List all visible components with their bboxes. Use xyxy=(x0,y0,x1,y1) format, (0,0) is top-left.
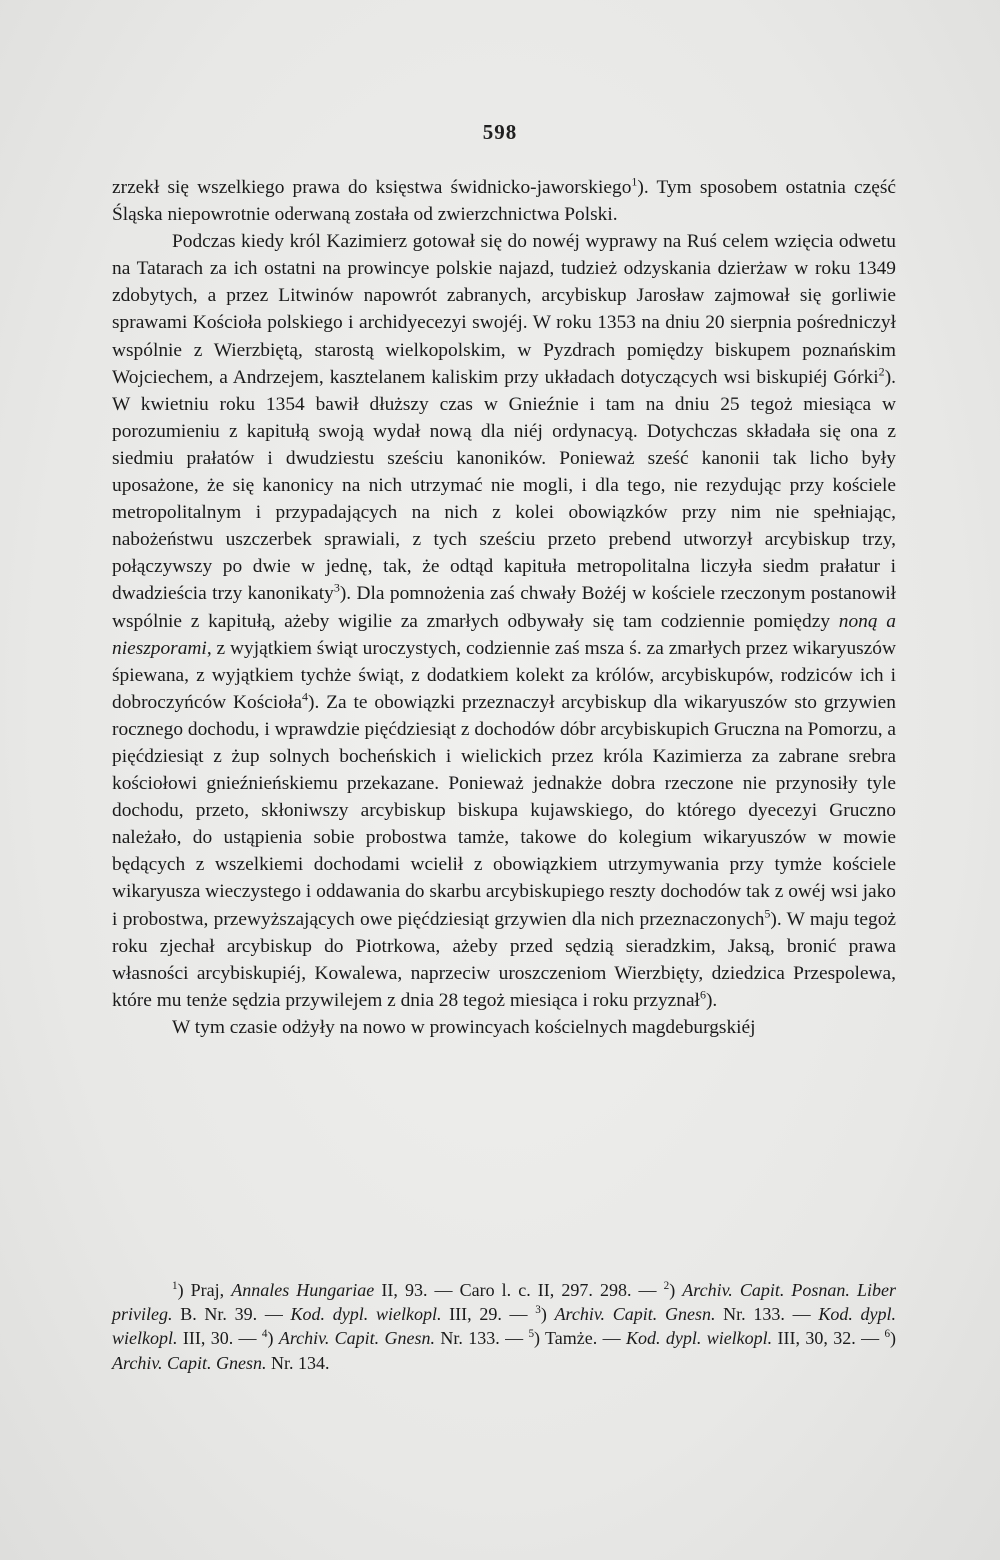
text-run: ) xyxy=(669,1280,683,1300)
text-run: ) xyxy=(267,1328,279,1349)
text-run: ) xyxy=(540,1304,555,1325)
text-run: ). W maju tegoż roku zjechał arcybiskup do Piotrkowa, ażeby przed sędzią sieradzkim, Jaksą, bronić prawa własności arcybiskupiéj, Kowalewa, naprzeciw uroszczeniom Wierzbięty, dziedzica Przespolewa, które mu tenże sędzia przywilejem z dnia 28 tegoż miesiąca i roku przyznał xyxy=(112,908,897,1011)
text-run: III, 30. — xyxy=(177,1328,262,1349)
italic-text: Kod. dypl. wielkopl. xyxy=(625,1328,773,1349)
text-run: ). W kwietniu roku 1354 bawił dłuższy czas w Gnieźnie i tam na dniu 25 tegoż miesiąca w porozumieniu z kapitułą swoją wydał nową dla niéj ordynacyą. Dotychczas składała się ona z siedmiu prałatów i dwudziestu sześciu kanoników. Ponieważ sześć kanonii tak licho były uposażone, że się kanonicy na nich utrzymać nie mogli, i dla tego, nie rezydując przy kościele metropolitalnym i przypadających na nich z kolei obowiązków przy nim nie spełniając, nabożeństwu uszczerbek sprawiali, z tych sześciu przeto prebend utworzył arcybiskup trzy, połączywszy po dwie w jednę, tak, że odtąd kapituła metropolitalna liczyła siedm prałatur i dwadzieścia trzy kanonikaty xyxy=(112,366,896,605)
italic-text: Kod. dypl. wielkopl. xyxy=(290,1304,442,1325)
text-run: ). Tym sposobem ostatnia część Śląska niepowrotnie oderwaną została od zwierzchnictwa Polski. xyxy=(112,177,896,226)
paragraph xyxy=(112,1014,896,1041)
italic-text: Annales Hungariae xyxy=(231,1280,375,1300)
italic-text: Archiv. Capit. Gnesn. xyxy=(554,1304,716,1325)
footnote-marker: 6 xyxy=(699,987,706,1002)
footnote-marker: 3 xyxy=(333,580,340,595)
text-run: ). xyxy=(705,989,718,1011)
footnote-marker: 5 xyxy=(764,906,771,921)
text-run: III, 30, 32. — xyxy=(772,1328,885,1349)
footnote-marker: 1 xyxy=(172,1280,178,1292)
footnote-marker: 5 xyxy=(528,1328,535,1341)
text-run: Nr. 133. — xyxy=(715,1304,819,1325)
text-run: , z wyjątkiem świąt uroczystych, codziennie zaś msza ś. za zmarłych przez wikaryuszów śpiewana, z wyjątkiem tychże świąt, z dodatkiem kolekt za królów, arcybiskupów, rodziców ich i dobroczyńców Kościoła xyxy=(112,637,896,713)
footnote-marker: 4 xyxy=(301,689,308,704)
italic-text: Archiv. Capit. Gnesn. xyxy=(112,1352,267,1373)
text-run: Nr. 133. — xyxy=(435,1328,529,1349)
text-run: zrzekł się wszelkiego prawa do księstwa świdnicko-jaworskiego xyxy=(112,177,632,198)
footnote-marker: 3 xyxy=(535,1304,541,1317)
text-run: ). Dla pomnożenia zaś chwały Bożéj w kościele rzeczonym postanowił wspólnie z kapitułą, ażeby wigilie za zmarłych odbywały się tam codziennie pomiędzy xyxy=(112,583,897,632)
text-run: III, 29. — xyxy=(441,1304,536,1325)
paragraph xyxy=(112,228,896,1014)
text-run: ). Za te obowiązki przeznaczył arcybiskup dla wikaryuszów sto grzywien rocznego dochodu, i wprawdzie pięćdziesiąt z dochodów dóbr arcybiskupich Gruczna na Pomorzu, a pięćdziesiąt z żup solnych bocheńskich i wielickich przez króla Kazimierza za zabrane srebra kościołowi gnieźnieńskiemu przekazane. Ponieważ jednakże dobra rzeczone nie przynosiły tyle dochodu, przeto, skłoniwszy arcybiskup biskupa kujawskiego, do którego dyecezyi Gruczno należało, do ustąpienia sobie probostwa tamże, takowe do kolegium wikaryuszów w mowie będących z wszelkiemi dochodami wcielił z obowiązkiem utrzymywania przy tymże kościele wikaryusza wieczystego i oddawania do skarbu arcybiskupiego reszty dochodów tak z owéj wsi jako i probostwa, przewyższających owe pięćdziesiąt grzywien dla nich przeznaczonych xyxy=(112,691,896,930)
text-run: II, 93. — Caro l. c. II, 297. 298. — xyxy=(374,1280,664,1300)
text-run: Nr. 134. xyxy=(266,1352,330,1373)
italic-text: Archiv. Capit. Gnesn. xyxy=(278,1328,436,1349)
footnote-marker: 6 xyxy=(884,1328,891,1341)
text-run: ) xyxy=(890,1328,897,1349)
footnote-marker: 1 xyxy=(631,174,638,189)
text-run: B. Nr. 39. — xyxy=(172,1304,291,1325)
italic-text: Archiv. Capit. Posnan. Liber privileg. xyxy=(112,1280,896,1325)
text-run: ) Praj, xyxy=(177,1280,232,1300)
body-text xyxy=(112,174,896,1041)
footnote-marker: 2 xyxy=(663,1280,670,1292)
footnote-paragraph xyxy=(112,1278,896,1375)
footnote-marker: 2 xyxy=(878,364,885,379)
text-run: Podczas kiedy król Kazimierz gotował się do nowéj wyprawy na Ruś celem wzięcia odwetu na Tatarach za ich ostatni na prowincye polskie najazd, tudzież odzyskania dzierżaw w roku 1349 zdobytych, a przez Litwinów napowrót zabranych, arcybiskup Jarosław zajmował się gorliwie sprawami Kościoła polskiego i archidyecezyi swojéj. W roku 1353 na dniu 20 sierpnia pośredniczył wspólnie z Wierzbiętą, starostą wielkopolskim, w Pyzdrach pomiędzy biskupem poznańskim Wojciechem, a Andrzejem, kasztelanem kaliskim przy układach dotyczących wsi biskupiéj Górki xyxy=(112,231,896,388)
paragraph xyxy=(112,174,896,228)
italic-text: Kod. dypl. wielkopl. xyxy=(112,1304,897,1349)
text-run: ) Tamże. — xyxy=(534,1328,626,1349)
footnote-marker: 4 xyxy=(261,1328,268,1341)
italic-text: noną a nieszporami xyxy=(112,610,896,659)
text-run: W tym czasie odżyły na nowo w prowincyach kościelnych magdeburgskiéj xyxy=(172,1016,756,1038)
footnotes xyxy=(112,1278,896,1375)
page-number: 598 xyxy=(482,120,518,144)
